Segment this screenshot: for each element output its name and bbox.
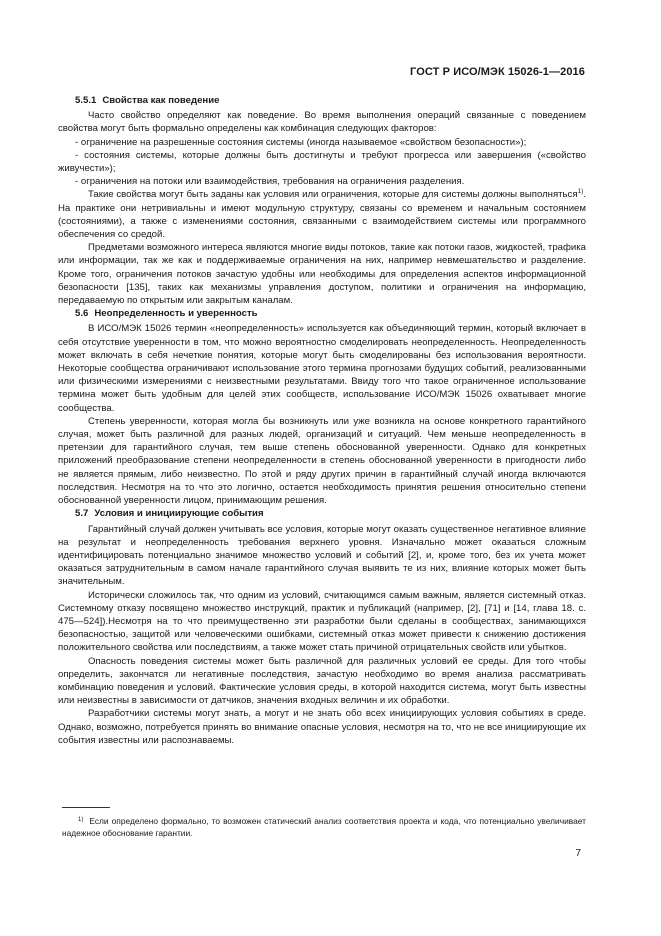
paragraph: В ИСО/МЭК 15026 термин «неопределенность» используется как объединяющий термин, который включает в себя отсутствие уверенности в том, что можно вероятностно смоделировать неопределенность. Неопределенность может включать в себя нечеткие понятия, которые могут быть смоделированы без использования вероятности. Некоторые сообщества ограничивают использование этого термина прогнозами будущих событий, реализованными или физическими измерениями с неизвестными результатами. Ввиду того что такое ограниченное использование термина может быть удобным для целей этих сообществ, использование ИСО/МЭК 15026 охватывает многие сообщества. xyxy=(58,323,586,414)
page-number: 7 xyxy=(575,848,581,859)
paragraph: Исторически сложилось так, что одним из условий, считающимся самым важным, является системный отказ. Системному отказу посвящено множество инструкций, практик и публикаций (например, [2], [71] и [14, глава 18. с. 475—524]).Несмотря на то что преимущественно эти разработки были сделаны в сообществах, занимающихся безопасностью, защитой или человеческими ошибками, системный отказ может привести к снижению достижения положительного свойства или последствиям, а также может стать причиной отрицательных свойств или убытков. xyxy=(58,589,586,654)
list-item: - ограничение на разрешенные состояния системы (иногда называемое «свойством безопасности»); xyxy=(75,136,527,148)
section-title: Свойства как поведение xyxy=(102,95,220,106)
section-number: 5.5.1 xyxy=(75,95,97,106)
footnote-mark: 1) xyxy=(78,817,84,823)
section-title: Неопределенность и уверенность xyxy=(94,308,258,320)
section-title: Условия и инициирующие события xyxy=(94,508,264,520)
paragraph: Предметами возможного интереса являются многие виды потоков, такие как потоки газов, жидкостей, трафика или информации, так же как и поддерживаемые ограничения на них, например невмешательство и разделение. Кроме того, ограничения потоков зачастую удобны или необходимы для определения аспектов информационной безопасности [135], таких как механизмы управления доступом, политики и ограничения на информацию, передаваемую по открытым или закрытым каналам. xyxy=(58,242,586,307)
footnote-reference: 1) xyxy=(577,188,584,196)
paragraph-text: Такие свойства могут быть заданы как условия или ограничения, которые для системы должны выполняться xyxy=(88,189,578,201)
paragraph: Разработчики системы могут знать, а могут и не знать обо всех инициирующих условия событиях в среде. Однако, возможно, потребуется принять во внимание опасные условия, несмотря на то, что не все инициирующие их события известны или распознаваемы. xyxy=(58,708,586,746)
paragraph: Степень уверенности, которая могла бы возникнуть или уже возникла на основе конкретного гарантийного случая, может быть различной для разных людей, организаций и ситуаций. Чем меньше неопределенность в претензии для гарантийного случая, тем выше степень обоснованной уверенности. Однако для конкретных приложений преобразование степени неопределенности в степень обоснованной уверенности в пригодности либо не является прямым, либо неизвестно. По этой и ряду других причин в гарантийный случай иногда включаются последствия. Несмотря на то что это логично, остается необходимость принятия решения относительно степени обоснованной уверенности лицом, принимающим решения. xyxy=(58,415,586,507)
paragraph: Гарантийный случай должен учитывать все условия, которые могут оказать существенное негативное влияние на результат и неопределенность требования верхнего уровня. Изначально может оказаться сложным идентифицировать потенциально значимое множество условий и событий [2], и, кроме того, без их учета может оказаться затруднительным в самом начале гарантийного случая выявить те из них, влияние которых может быть значительным. xyxy=(58,523,586,588)
section-number: 5.6 xyxy=(75,308,89,320)
paragraph: Опасность поведения системы может быть различной для различных условий ее среды. Для того чтобы определить, закончатся ли негативные последствия, зачастую необходимо во время анализа рассматривать комбинацию поведения и условий. Фактические условия среды, в которой находится система, могут быть известны или неизвестны в зависимости от датчиков, значения входных величин и их обработки. xyxy=(58,655,586,707)
section-heading-5-7 xyxy=(58,507,586,520)
paragraph: Часто свойство определяют как поведение. Во время выполнения операций связанные с поведением свойства могут быть формально определены как комбинация следующих факторов: xyxy=(58,110,586,135)
document-body xyxy=(58,94,586,747)
page-header: ГОСТ Р ИСО/МЭК 15026-1—2016 xyxy=(410,66,585,78)
section-heading-5-6 xyxy=(58,307,586,320)
list-item: - ограничения на потоки или взаимодействия, требования на ограничения разделения. xyxy=(75,176,465,188)
paragraph xyxy=(58,188,586,241)
list-item: - состояния системы, которые должны быть достигнуты и требуют прогресса или завершения («свойство живучести»); xyxy=(58,149,586,175)
footnote-divider xyxy=(62,807,110,808)
section-number: 5.7 xyxy=(75,508,89,520)
footnote xyxy=(62,815,586,839)
paragraph-text: . На практике они нетривиальны и имеют модульную структуру, связаны со временем и начальным состоянием (состояниями), а также с изменениями состояния, связанными с взаимодействием системы или программного обеспечения со средой. xyxy=(58,189,586,241)
section-heading-5-5-1 xyxy=(58,94,586,107)
footnote-text: Если определено формально, то возможен статический анализ соответствия проекта и кода, что потенциально увеличивает надежное обоснование гарантии. xyxy=(62,816,586,838)
